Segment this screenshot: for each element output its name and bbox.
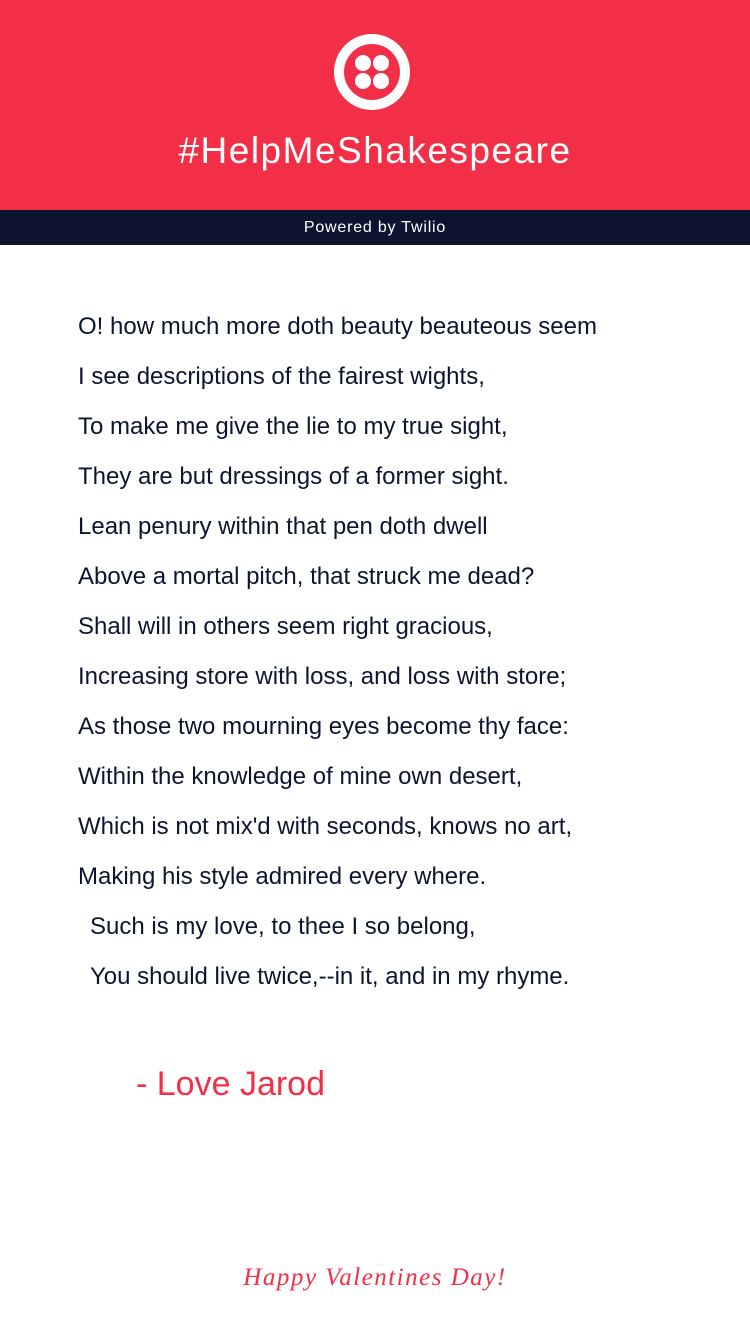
poem-line: Above a mortal pitch, that struck me dead? <box>78 563 535 590</box>
signature: - Love Jarod <box>136 1065 325 1103</box>
poem-line: O! how much more doth beauty beauteous seem <box>78 313 597 340</box>
poem-line: Lean penury within that pen doth dwell <box>78 513 488 540</box>
poem-line: As those two mourning eyes become thy face: <box>78 713 569 740</box>
poem-line: I see descriptions of the fairest wights, <box>78 363 485 390</box>
powered-by-bar: Powered by Twilio <box>0 210 750 245</box>
header-banner <box>0 0 750 210</box>
poem-couplet-line: Such is my love, to thee I so belong, <box>90 913 476 940</box>
poem-line: Increasing store with loss, and loss with store; <box>78 663 567 690</box>
poem <box>78 302 718 1002</box>
poem-couplet-line: You should live twice,--in it, and in my rhyme. <box>90 963 570 990</box>
twilio-logo-icon <box>334 34 410 110</box>
poem-line: Which is not mix'd with seconds, knows no art, <box>78 813 573 840</box>
poem-line: Within the knowledge of mine own desert, <box>78 763 523 790</box>
page-title: #HelpMeShakespeare <box>178 130 572 171</box>
poem-line: Shall will in others seem right gracious, <box>78 613 493 640</box>
poem-line: Making his style admired every where. <box>78 863 487 890</box>
poem-line: To make me give the lie to my true sight, <box>78 413 508 440</box>
footer-message: Happy Valentines Day! <box>243 1264 507 1291</box>
poem-line: They are but dressings of a former sight. <box>78 463 509 490</box>
